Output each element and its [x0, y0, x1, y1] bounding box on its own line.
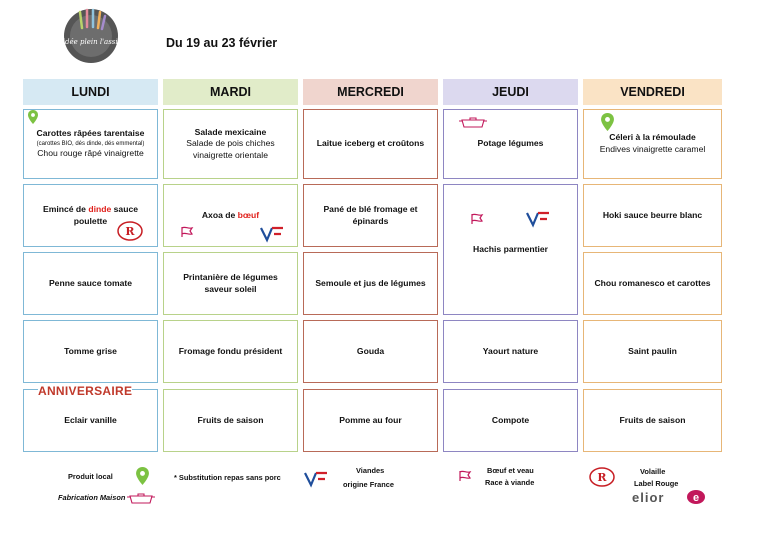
lundi-entree	[23, 109, 158, 179]
label-rouge-icon	[589, 467, 615, 487]
day-header-lundi: LUNDI	[23, 79, 158, 105]
brand-logo	[50, 8, 132, 66]
viande-francaise-icon	[260, 227, 284, 241]
mercredi-dessert: Pomme au four	[303, 389, 438, 452]
elior-text: elior	[632, 490, 665, 505]
cooking-pot-icon	[126, 492, 156, 506]
legend-boeuf-1: Bœuf et veau	[487, 466, 534, 475]
legend-viandes-1: Viandes	[356, 466, 385, 475]
mardi-plat-a: Axoa de	[201, 209, 238, 220]
elior-logo	[632, 490, 664, 505]
lundi-plat-b: dinde	[88, 203, 112, 214]
mercredi-fromage: Gouda	[303, 320, 438, 383]
jeudi-dessert: Compote	[443, 389, 578, 452]
legend-substitution: * Substitution repas sans porc	[174, 473, 281, 482]
legend-volaille-1: Volaille	[640, 467, 666, 476]
vendredi-accompagnement: Chou romanesco et carottes	[583, 252, 722, 315]
mardi-entree-2: Salade de pois chiches	[186, 138, 275, 149]
lundi-entree-1: Carottes râpées tarentaise	[36, 128, 145, 139]
location-pin-icon	[28, 110, 38, 124]
race-a-viande-icon	[458, 469, 474, 483]
svg-text:R: R	[125, 225, 135, 238]
svg-text:R: R	[597, 471, 607, 484]
day-header-mardi: MARDI	[163, 79, 298, 105]
mardi-dessert: Fruits de saison	[163, 389, 298, 452]
legend-produit-local: Produit local	[68, 472, 113, 481]
viande-francaise-icon	[304, 472, 328, 486]
lundi-plat-a: Emincé de	[42, 203, 89, 214]
legend-boeuf-2: Race à viande	[485, 478, 535, 487]
mardi-accompagnement-2: saveur soleil	[204, 283, 257, 294]
legend-fabrication: Fabrication Maison	[58, 493, 126, 502]
lundi-plat-c: sauce	[111, 203, 139, 214]
jeudi-entree: Potage légumes	[443, 109, 578, 179]
race-a-viande-icon	[470, 212, 486, 226]
vendredi-entree-1: Céleri à la rémoulade	[609, 132, 696, 143]
page-title: Du 19 au 23 février	[166, 36, 278, 50]
mardi-entree	[163, 109, 298, 179]
label-rouge-icon	[117, 221, 143, 241]
mardi-accompagnement	[163, 252, 298, 315]
vendredi-fromage: Saint paulin	[583, 320, 722, 383]
svg-text:Du idée plein l'assiette: Du idée plein l'assiette	[50, 38, 132, 46]
mardi-plat-line	[202, 210, 259, 222]
lundi-plat-line1	[43, 204, 138, 216]
mercredi-plat-2: épinards	[352, 215, 389, 226]
elior-e-icon	[686, 489, 706, 505]
mercredi-plat	[303, 184, 438, 247]
vendredi-entree-2: Endives vinaigrette caramel	[599, 144, 706, 154]
jeudi-plat: Hachis parmentier	[443, 184, 578, 315]
day-header-mercredi: MERCREDI	[303, 79, 438, 105]
vendredi-plat: Hoki sauce beurre blanc	[583, 184, 722, 247]
mercredi-plat-1: Pané de blé fromage et	[323, 203, 418, 214]
lundi-entree-2: Chou rouge râpé vinaigrette	[37, 148, 144, 159]
mardi-entree-3: vinaigrette orientale	[192, 149, 268, 160]
lundi-plat-line2: poulette	[73, 215, 108, 226]
day-header-jeudi: JEUDI	[443, 79, 578, 105]
viande-francaise-icon	[526, 212, 550, 226]
lundi-dessert: Eclair vanille	[23, 389, 158, 452]
mercredi-accompagnement: Semoule et jus de légumes	[303, 252, 438, 315]
lundi-entree-note: (carottes BIO, dés dinde, dés emmental)	[36, 140, 145, 147]
mardi-entree-1: Salade mexicaine	[194, 126, 267, 137]
vendredi-dessert: Fruits de saison	[583, 389, 722, 452]
anniversaire-badge: ANNIVERSAIRE	[38, 384, 133, 398]
mercredi-entree: Laitue iceberg et croûtons	[303, 109, 438, 179]
mardi-fromage: Fromage fondu président	[163, 320, 298, 383]
svg-text:e: e	[692, 492, 700, 504]
legend-viandes-2: origine France	[343, 480, 394, 489]
location-pin-icon	[601, 113, 614, 131]
jeudi-fromage: Yaourt nature	[443, 320, 578, 383]
lundi-fromage: Tomme grise	[23, 320, 158, 383]
mardi-plat-b: bœuf	[237, 209, 260, 220]
location-pin-icon	[136, 467, 149, 485]
cooking-pot-icon	[458, 116, 488, 130]
day-header-vendredi: VENDREDI	[583, 79, 722, 105]
mardi-accompagnement-1: Printanière de légumes	[183, 271, 278, 282]
race-a-viande-icon	[180, 225, 196, 239]
legend-volaille-2: Label Rouge	[634, 479, 679, 488]
lundi-accompagnement: Penne sauce tomate	[23, 252, 158, 315]
